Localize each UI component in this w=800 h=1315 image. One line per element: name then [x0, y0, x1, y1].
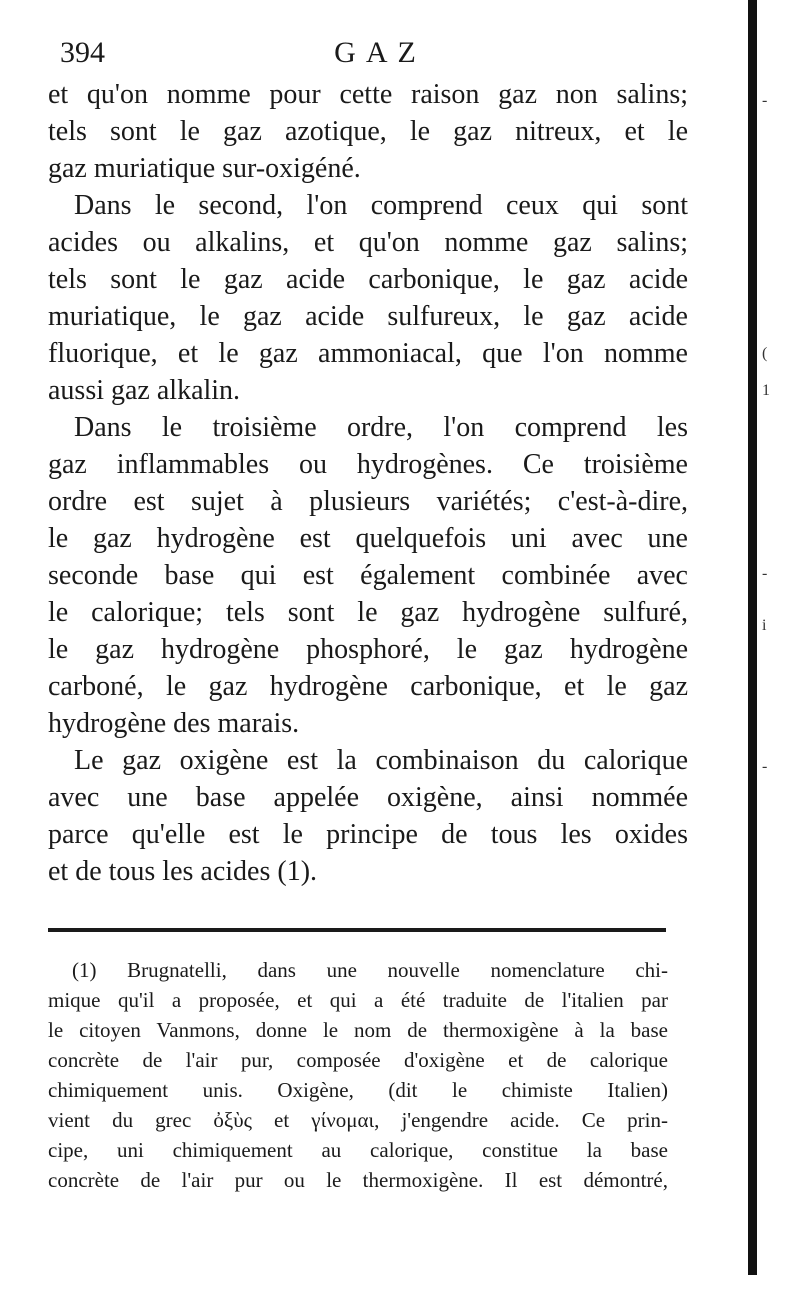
body-line: gaz muriatique sur-oxigéné.: [48, 153, 361, 184]
running-head: [60, 36, 680, 76]
body-line: avec une base appelée oxigène, ainsi nommée: [48, 782, 688, 813]
footnote-line: concrète de l'air pur, composée d'oxigène et de calorique: [48, 1048, 668, 1072]
body-line: carboné, le gaz hydrogène carbonique, et le gaz: [48, 671, 688, 702]
margin-mark: i: [762, 617, 767, 634]
body-line: et qu'on nomme pour cette raison gaz non salins;: [48, 79, 688, 110]
body-line: tels sont le gaz azotique, le gaz nitreux, et le: [48, 116, 688, 147]
body-line: parce qu'elle est le principe de tous les oxides: [48, 819, 688, 850]
margin-mark: (: [762, 345, 768, 362]
body-line: Dans le second, l'on comprend ceux qui sont: [74, 190, 688, 221]
footnote-line: (1) Brugnatelli, dans une nouvelle nomenclature chi-: [72, 958, 668, 982]
body-line: le gaz hydrogène est quelquefois uni avec une: [48, 523, 688, 554]
footnote-line: mique qu'il a proposée, et qui a été traduite de l'italien par: [48, 988, 668, 1012]
margin-mark: 1: [762, 382, 770, 399]
footnote-line: concrète de l'air pur ou le thermoxigène. Il est démontré,: [48, 1168, 668, 1192]
body-line: acides ou alkalins, et qu'on nomme gaz salins;: [48, 227, 688, 258]
footnote-line: vient du grec ὀξὺς et γίνομαι, j'engendre acide. Ce prin-: [48, 1108, 668, 1132]
margin-mark: -: [762, 92, 768, 109]
body-line: tels sont le gaz acide carbonique, le gaz acide: [48, 264, 688, 295]
footnote-rule: [48, 928, 666, 932]
body-line: aussi gaz alkalin.: [48, 375, 241, 406]
footnote-line: chimiquement unis. Oxigène, (dit le chimiste Italien): [48, 1078, 668, 1102]
binding-edge: [748, 0, 757, 1275]
body-line: gaz inflammables ou hydrogènes. Ce troisième: [48, 449, 688, 480]
body-text: [48, 76, 688, 890]
body-line: fluorique, et le gaz ammoniacal, que l'on nomme: [48, 338, 688, 369]
body-line: hydrogène des marais.: [48, 708, 300, 739]
body-line: et de tous les acides (1).: [48, 856, 318, 887]
body-line: ordre est sujet à plusieurs variétés; c'est-à-dire,: [48, 486, 688, 517]
margin-mark: -: [762, 565, 768, 582]
body-line: Dans le troisième ordre, l'on comprend les: [74, 412, 688, 443]
body-line: le gaz hydrogène phosphoré, le gaz hydrogène: [48, 634, 688, 665]
body-line: seconde base qui est également combinée avec: [48, 560, 688, 591]
body-line: le calorique; tels sont le gaz hydrogène sulfuré,: [48, 597, 688, 628]
page-number: 394: [60, 36, 105, 69]
margin-mark: -: [762, 758, 768, 775]
header-title: GAZ: [334, 36, 426, 69]
footnote-line: le citoyen Vanmons, donne le nom de thermoxigène à la base: [48, 1018, 668, 1042]
body-line: Le gaz oxigène est la combinaison du calorique: [74, 745, 688, 776]
footnote: [48, 955, 668, 1195]
footnote-line: cipe, uni chimiquement au calorique, constitue la base: [48, 1138, 668, 1162]
body-line: muriatique, le gaz acide sulfureux, le gaz acide: [48, 301, 688, 332]
